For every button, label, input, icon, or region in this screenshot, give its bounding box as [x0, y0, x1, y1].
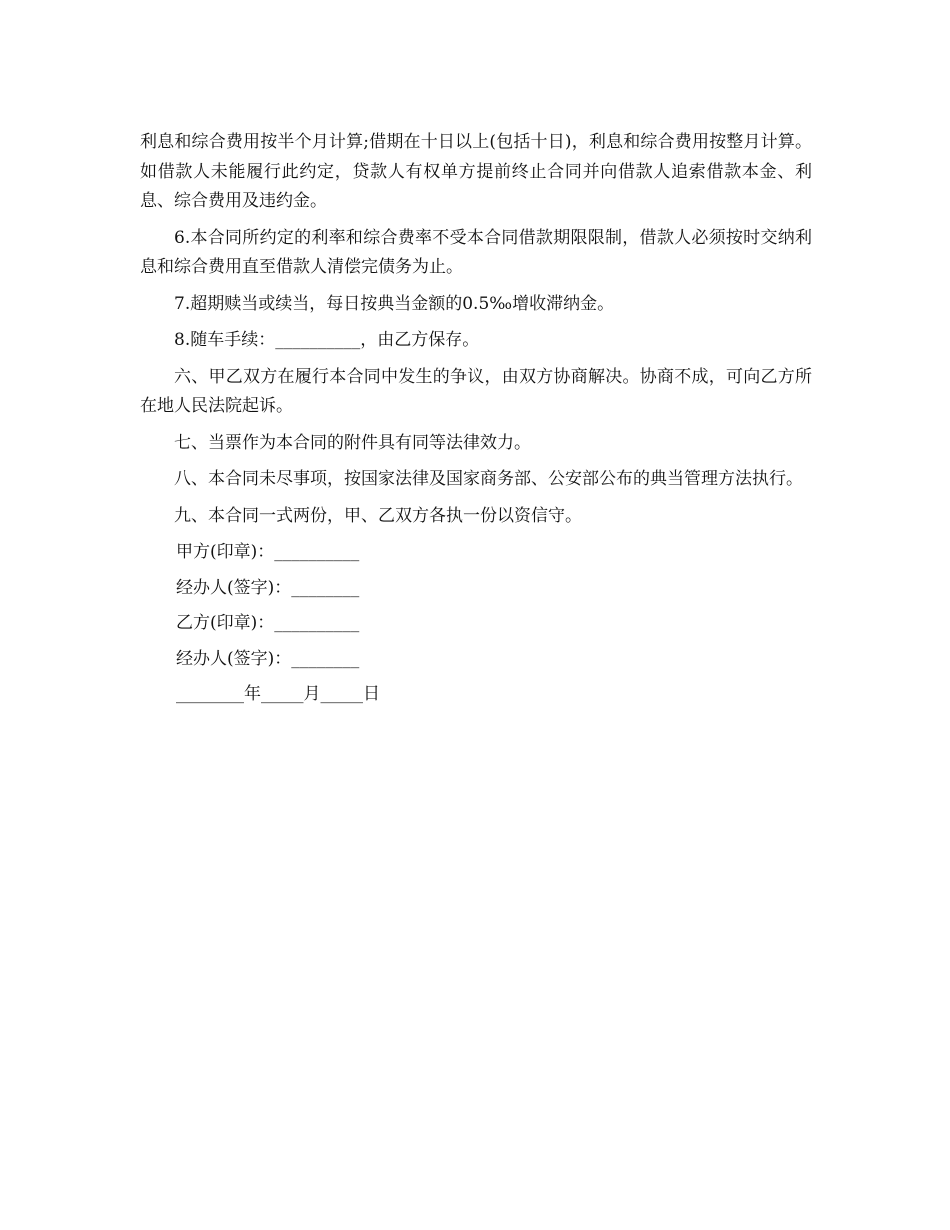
paragraph-article-6: 六、甲乙双方在履行本合同中发生的争议，由双方协商解决。协商不成，可向乙方所在地人民法院起诉。 [140, 366, 812, 416]
paragraph-clause-7: 7.超期赎当或续当，每日按典当金额的0.5‰增收滞纳金。 [174, 293, 615, 314]
date-line: ________年_____月_____日 [176, 684, 380, 704]
paragraph-article-9: 九、本合同一式两份，甲、乙双方各执一份以资信守。 [174, 505, 582, 526]
party-b-seal-line: 乙方(印章)：__________ [176, 613, 360, 633]
party-a-agent-line: 经办人(签字)：________ [176, 577, 360, 598]
paragraph-clause-6: 6.本合同所约定的利率和综合费率不受本合同借款期限限制，借款人必须按时交纳利息和综合费用直至借款人清偿完债务为止。 [140, 227, 812, 277]
party-a-seal-line: 甲方(印章)：__________ [176, 542, 360, 562]
paragraph-article-7: 七、当票作为本合同的附件具有同等法律效力。 [174, 432, 531, 453]
party-b-agent-line: 经办人(签字)：________ [176, 648, 360, 669]
paragraph-clause-8: 8.随车手续：__________，由乙方保存。 [174, 330, 480, 350]
paragraph-interest-terms: 利息和综合费用按半个月计算;借期在十日以上(包括十日)，利息和综合费用按整月计算。如借款人未能履行此约定，贷款人有权单方提前终止合同并向借款人追索借款本金、利息、综合费用及违约金。 [140, 132, 812, 211]
document-page [140, 128, 812, 716]
paragraph-article-8: 八、本合同未尽事项，按国家法律及国家商务部、公安部公布的典当管理方法执行。 [174, 469, 803, 489]
